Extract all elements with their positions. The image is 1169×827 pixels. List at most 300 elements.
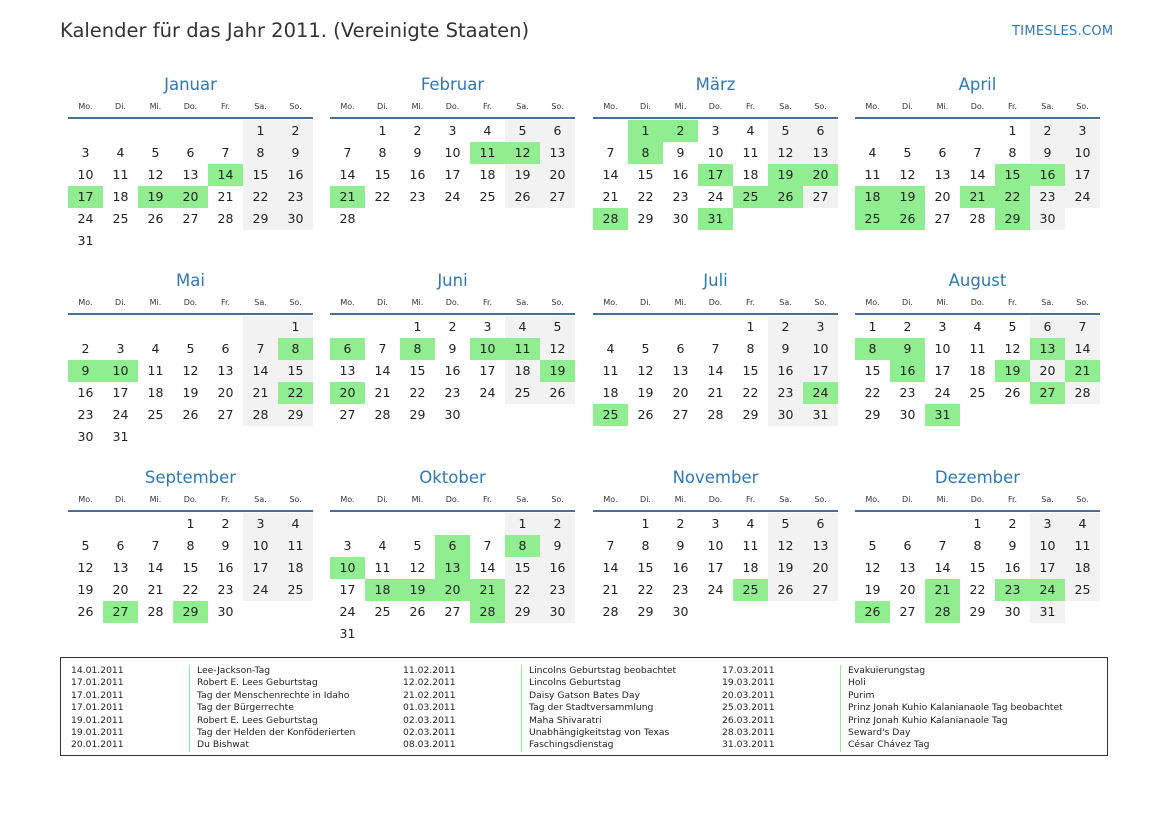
day-cell: 6: [803, 513, 838, 535]
day-cell: 1: [505, 513, 540, 535]
day-cell: 31: [1030, 601, 1065, 623]
weekday-label: Do.: [708, 298, 723, 307]
empty-cell: [435, 513, 470, 535]
empty-cell: [208, 316, 243, 338]
day-cell: 16: [278, 164, 313, 186]
day-cell: 16: [217, 560, 234, 575]
empty-cell: [1030, 404, 1065, 426]
day-cell: 26: [409, 604, 426, 619]
day-cell: 17: [444, 167, 461, 182]
empty-cell: [208, 230, 243, 252]
empty-cell: [540, 208, 575, 230]
day-cell: 23: [899, 385, 916, 400]
empty-cell: [435, 208, 470, 230]
day-cell: 23: [540, 579, 575, 601]
day-cell: 12: [768, 142, 803, 164]
day-cell: 21: [925, 579, 960, 601]
empty-cell: [278, 230, 313, 252]
day-cell: 27: [103, 601, 138, 623]
month-9: [68, 466, 313, 623]
weekday-label: Fr.: [220, 102, 231, 111]
day-cell: 28: [925, 601, 960, 623]
weekday-label: Di.: [377, 102, 388, 111]
holiday-name: Faschingsdienstag: [521, 739, 613, 751]
day-cell: 16: [672, 167, 689, 182]
holiday-date: 11.02.2011: [403, 665, 456, 676]
day-cell: 29: [243, 208, 278, 230]
day-cell: 29: [637, 604, 654, 619]
weekday-label: So.: [551, 298, 564, 307]
holiday-date: 12.02.2011: [403, 677, 456, 689]
weekday-label: Do.: [708, 102, 723, 111]
day-cell: 15: [243, 164, 278, 186]
empty-cell: [925, 513, 960, 535]
day-cell: 14: [208, 164, 243, 186]
weekday-label: Fr.: [1007, 102, 1018, 111]
weekday-label: Mi.: [411, 102, 424, 111]
day-cell: 9: [890, 338, 925, 360]
day-cell: 14: [1065, 338, 1100, 360]
weekday-label: So.: [1076, 102, 1089, 111]
day-cell: 26: [147, 211, 164, 226]
day-cell: 2: [540, 513, 575, 535]
empty-cell: [330, 120, 365, 142]
day-cell: 7: [606, 538, 615, 553]
empty-cell: [365, 316, 400, 338]
day-cell: 16: [1004, 560, 1021, 575]
day-cell: 2: [448, 319, 457, 334]
weekday-label: Mi.: [936, 495, 949, 504]
day-cell: 14: [602, 560, 619, 575]
day-cell: 17: [1065, 164, 1100, 186]
day-cell: 18: [505, 360, 540, 382]
holiday-row: [403, 727, 723, 739]
day-cell: 27: [934, 211, 951, 226]
day-cell: 14: [374, 363, 391, 378]
day-cell: 24: [934, 385, 951, 400]
day-cell: 30: [1004, 604, 1021, 619]
weekday-header: [68, 490, 313, 512]
empty-cell: [278, 601, 313, 623]
day-cell: 23: [217, 582, 234, 597]
day-cell: 8: [186, 538, 195, 553]
day-cell: 10: [77, 167, 94, 182]
day-cell: 7: [243, 338, 278, 360]
weekday-label: Do.: [183, 298, 198, 307]
weekday-label: Sa.: [1041, 495, 1054, 504]
day-cell: 26: [637, 407, 654, 422]
day-cell: 8: [973, 538, 982, 553]
day-cell: 13: [339, 363, 356, 378]
month-6: [330, 269, 575, 426]
day-cell: 24: [1030, 579, 1065, 601]
day-cell: 25: [278, 579, 313, 601]
month-name: August: [948, 271, 1007, 290]
day-grid: [855, 316, 1100, 426]
day-cell: 12: [768, 535, 803, 557]
day-cell: 22: [182, 582, 199, 597]
weekday-header: [593, 97, 838, 119]
holiday-row: [722, 677, 1042, 689]
weekday-label: So.: [289, 495, 302, 504]
day-cell: 28: [593, 208, 628, 230]
day-cell: 29: [995, 208, 1030, 230]
day-cell: 5: [903, 145, 912, 160]
weekday-label: So.: [1076, 298, 1089, 307]
day-cell: 5: [505, 120, 540, 142]
empty-cell: [855, 513, 890, 535]
site-link[interactable]: TIMESLES.COM: [1012, 24, 1114, 39]
day-cell: 3: [448, 123, 457, 138]
day-cell: 7: [938, 538, 947, 553]
day-cell: 16: [409, 167, 426, 182]
day-cell: 12: [409, 560, 426, 575]
holiday-date: 20.01.2011: [71, 739, 124, 751]
day-cell: 30: [768, 404, 803, 426]
day-cell: 5: [768, 120, 803, 142]
holiday-date: 19.01.2011: [71, 714, 124, 726]
day-cell: 24: [243, 579, 278, 601]
day-grid: [855, 513, 1100, 623]
day-cell: 6: [803, 120, 838, 142]
holiday-date: 21.02.2011: [403, 689, 456, 701]
day-cell: 13: [217, 363, 234, 378]
day-cell: 2: [278, 120, 313, 142]
weekday-header: [855, 293, 1100, 315]
holiday-name: Robert E. Lees Geburtstag: [189, 677, 318, 689]
day-cell: 11: [742, 145, 759, 160]
month-name: April: [958, 75, 997, 94]
day-cell: 5: [81, 538, 90, 553]
day-cell: 9: [278, 142, 313, 164]
day-cell: 20: [1030, 360, 1065, 382]
day-cell: 4: [116, 145, 125, 160]
day-cell: 11: [112, 167, 129, 182]
empty-cell: [138, 513, 173, 535]
day-cell: 21: [707, 385, 724, 400]
empty-cell: [628, 316, 663, 338]
weekday-label: Fr.: [482, 102, 493, 111]
day-cell: 12: [864, 560, 881, 575]
day-cell: 13: [803, 142, 838, 164]
day-cell: 10: [470, 338, 505, 360]
weekday-label: Sa.: [254, 495, 267, 504]
day-cell: 23: [77, 407, 94, 422]
holiday-date: 02.03.2011: [403, 714, 456, 726]
weekday-header: [68, 293, 313, 315]
day-cell: 14: [602, 167, 619, 182]
holiday-date: 02.03.2011: [403, 726, 456, 738]
day-cell: 9: [68, 360, 103, 382]
day-cell: 28: [217, 211, 234, 226]
weekday-label: Fr.: [1007, 298, 1018, 307]
empty-cell: [173, 316, 208, 338]
day-cell: 31: [112, 429, 129, 444]
day-cell: 26: [540, 382, 575, 404]
empty-cell: [995, 404, 1030, 426]
day-cell: 7: [973, 145, 982, 160]
weekday-label: Di.: [902, 298, 913, 307]
day-cell: 7: [378, 341, 387, 356]
day-cell: 18: [1065, 557, 1100, 579]
empty-cell: [768, 601, 803, 623]
day-grid: [593, 120, 838, 230]
day-cell: 21: [1065, 360, 1100, 382]
day-cell: 6: [676, 341, 685, 356]
day-cell: 15: [278, 360, 313, 382]
holiday-row: [403, 665, 723, 677]
day-cell: 11: [969, 341, 986, 356]
holiday-row: [722, 665, 1042, 677]
day-cell: 27: [339, 407, 356, 422]
holiday-name: Maha Shivaratri: [521, 715, 602, 727]
day-cell: 24: [444, 189, 461, 204]
day-cell: 29: [864, 407, 881, 422]
holiday-row: [403, 715, 723, 727]
day-cell: 2: [1030, 120, 1065, 142]
weekday-label: So.: [289, 298, 302, 307]
day-cell: 3: [1030, 513, 1065, 535]
day-cell: 24: [803, 382, 838, 404]
empty-cell: [1065, 404, 1100, 426]
holiday-row: [71, 665, 391, 677]
day-cell: 7: [221, 145, 230, 160]
day-cell: 30: [1030, 208, 1065, 230]
weekday-label: Fr.: [220, 495, 231, 504]
day-cell: 10: [330, 557, 365, 579]
day-cell: 12: [540, 338, 575, 360]
day-cell: 12: [899, 167, 916, 182]
empty-cell: [663, 316, 698, 338]
day-cell: 18: [855, 186, 890, 208]
holiday-row: [403, 702, 723, 714]
holiday-date: 28.03.2011: [722, 726, 775, 738]
month-name: März: [695, 75, 736, 94]
day-cell: 25: [505, 382, 540, 404]
day-cell: 21: [217, 189, 234, 204]
empty-cell: [960, 120, 995, 142]
day-cell: 4: [868, 145, 877, 160]
day-cell: 27: [899, 604, 916, 619]
day-cell: 2: [768, 316, 803, 338]
day-cell: 18: [278, 557, 313, 579]
day-cell: 31: [339, 626, 356, 641]
day-cell: 25: [855, 208, 890, 230]
weekday-header: [593, 293, 838, 315]
day-cell: 30: [540, 601, 575, 623]
day-cell: 9: [540, 535, 575, 557]
empty-cell: [733, 208, 768, 230]
holiday-date: 31.03.2011: [722, 739, 775, 751]
day-cell: 17: [934, 363, 951, 378]
day-cell: 15: [742, 363, 759, 378]
weekday-label: Fr.: [745, 102, 756, 111]
empty-cell: [470, 623, 505, 645]
day-cell: 23: [672, 189, 689, 204]
day-cell: 1: [641, 516, 650, 531]
day-cell: 3: [803, 316, 838, 338]
day-cell: 4: [1065, 513, 1100, 535]
day-cell: 23: [444, 385, 461, 400]
day-cell: 20: [112, 582, 129, 597]
day-cell: 28: [339, 211, 356, 226]
day-cell: 8: [855, 338, 890, 360]
day-cell: 13: [803, 535, 838, 557]
day-cell: 20: [435, 579, 470, 601]
day-cell: 18: [969, 363, 986, 378]
day-cell: 17: [243, 557, 278, 579]
weekday-label: Sa.: [779, 495, 792, 504]
day-cell: 4: [973, 319, 982, 334]
day-cell: 19: [864, 582, 881, 597]
weekday-header: [68, 97, 313, 119]
day-cell: 12: [1004, 341, 1021, 356]
day-cell: 15: [637, 167, 654, 182]
day-grid: [68, 120, 313, 252]
day-cell: 22: [969, 582, 986, 597]
empty-cell: [540, 404, 575, 426]
weekday-label: Mi.: [936, 102, 949, 111]
empty-cell: [365, 513, 400, 535]
weekday-header: [593, 490, 838, 512]
day-cell: 17: [698, 164, 733, 186]
day-cell: 4: [746, 123, 755, 138]
day-cell: 26: [77, 604, 94, 619]
day-cell: 15: [409, 363, 426, 378]
day-cell: 18: [147, 385, 164, 400]
weekday-label: Di.: [902, 102, 913, 111]
empty-cell: [103, 230, 138, 252]
holiday-date: 20.03.2011: [722, 689, 775, 701]
day-cell: 9: [676, 145, 685, 160]
day-cell: 18: [479, 167, 496, 182]
day-cell: 17: [803, 360, 838, 382]
day-cell: 1: [278, 316, 313, 338]
empty-cell: [505, 623, 540, 645]
day-cell: 7: [1065, 316, 1100, 338]
holiday-row: [722, 739, 1042, 751]
holiday-date: 14.01.2011: [71, 665, 124, 676]
holiday-name: Seward's Day: [840, 727, 910, 739]
month-10: [330, 466, 575, 645]
weekday-label: Mo.: [78, 495, 93, 504]
weekday-label: Mo.: [78, 102, 93, 111]
day-cell: 13: [435, 557, 470, 579]
day-cell: 24: [707, 582, 724, 597]
day-cell: 30: [278, 208, 313, 230]
holiday-name: Tag der Helden der Konföderierten: [189, 727, 355, 739]
holiday-row: [71, 739, 391, 751]
day-cell: 17: [707, 560, 724, 575]
day-cell: 25: [112, 211, 129, 226]
day-cell: 14: [339, 167, 356, 182]
day-cell: 4: [606, 341, 615, 356]
day-cell: 18: [742, 167, 759, 182]
holiday-name: Prinz Jonah Kuhio Kalanianaole Tag beobachtet: [840, 702, 1063, 714]
holiday-row: [71, 702, 391, 714]
day-cell: 13: [112, 560, 129, 575]
day-cell: 1: [628, 120, 663, 142]
weekday-label: Di.: [640, 298, 651, 307]
day-cell: 14: [147, 560, 164, 575]
day-cell: 19: [138, 186, 173, 208]
day-cell: 8: [378, 145, 387, 160]
weekday-header: [855, 97, 1100, 119]
day-cell: 18: [602, 385, 619, 400]
empty-cell: [400, 513, 435, 535]
month-name: September: [144, 468, 237, 487]
weekday-label: Mi.: [411, 495, 424, 504]
day-cell: 15: [182, 560, 199, 575]
weekday-label: Do.: [970, 102, 985, 111]
day-cell: 11: [374, 560, 391, 575]
holiday-row: [722, 702, 1063, 714]
day-cell: 25: [147, 407, 164, 422]
day-cell: 16: [77, 385, 94, 400]
day-cell: 13: [540, 142, 575, 164]
day-cell: 11: [1065, 535, 1100, 557]
weekday-label: Mi.: [674, 495, 687, 504]
day-cell: 20: [803, 164, 838, 186]
holiday-column: [722, 665, 1063, 752]
day-cell: 26: [1004, 385, 1021, 400]
day-cell: 22: [637, 582, 654, 597]
weekday-label: Fr.: [482, 298, 493, 307]
day-cell: 27: [217, 407, 234, 422]
day-cell: 8: [1008, 145, 1017, 160]
day-cell: 5: [413, 538, 422, 553]
month-5: [68, 269, 313, 448]
weekday-header: [330, 97, 575, 119]
day-cell: 22: [742, 385, 759, 400]
weekday-label: Do.: [445, 298, 460, 307]
weekday-label: Di.: [377, 298, 388, 307]
day-cell: 3: [116, 341, 125, 356]
weekday-label: Mi.: [149, 102, 162, 111]
holiday-name: Robert E. Lees Geburtstag: [189, 715, 318, 727]
month-12: [855, 466, 1100, 623]
day-cell: 18: [112, 189, 129, 204]
empty-cell: [103, 513, 138, 535]
empty-cell: [733, 601, 768, 623]
day-cell: 2: [413, 123, 422, 138]
day-cell: 2: [1008, 516, 1017, 531]
day-cell: 17: [1030, 557, 1065, 579]
weekday-label: Sa.: [516, 298, 529, 307]
holiday-name: Unabhängigkeitstag von Texas: [521, 727, 669, 739]
holiday-date: 19.01.2011: [71, 726, 124, 738]
empty-cell: [208, 426, 243, 448]
day-cell: 9: [676, 538, 685, 553]
day-cell: 4: [483, 123, 492, 138]
day-cell: 27: [672, 407, 689, 422]
day-cell: 24: [707, 189, 724, 204]
day-cell: 5: [151, 145, 160, 160]
day-cell: 6: [221, 341, 230, 356]
holiday-column: [403, 665, 723, 752]
day-cell: 24: [112, 407, 129, 422]
day-cell: 12: [637, 363, 654, 378]
day-cell: 4: [505, 316, 540, 338]
day-cell: 22: [374, 189, 391, 204]
day-cell: 20: [899, 582, 916, 597]
holiday-name: Tag der Stadtversammlung: [521, 702, 653, 714]
day-cell: 8: [278, 338, 313, 360]
day-cell: 20: [330, 382, 365, 404]
day-cell: 21: [602, 582, 619, 597]
weekday-label: Sa.: [779, 102, 792, 111]
weekday-label: Sa.: [254, 298, 267, 307]
